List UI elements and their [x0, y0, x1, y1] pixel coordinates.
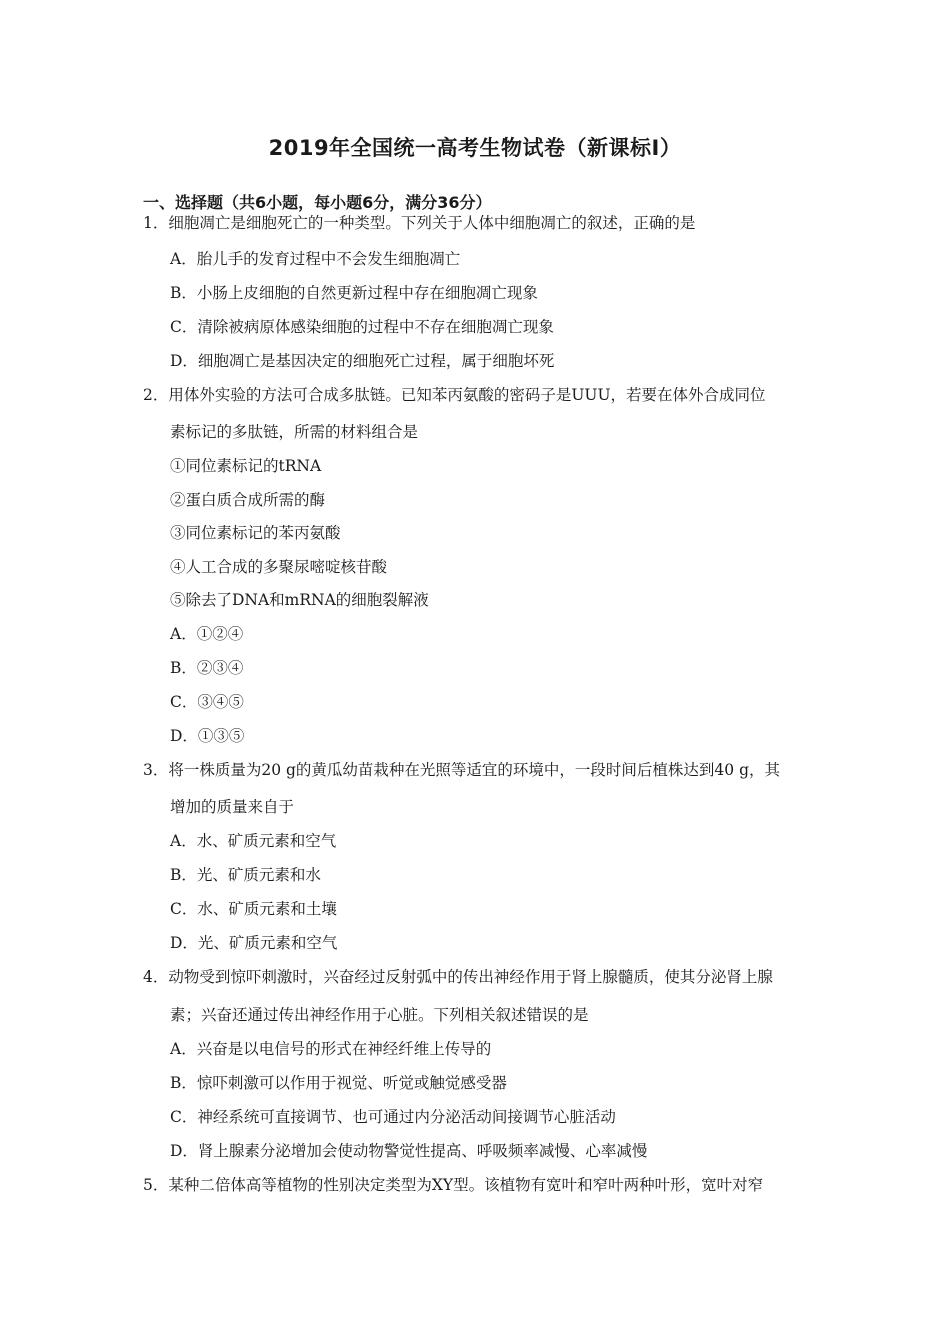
question-5-stem: 5．某种二倍体高等植物的性别决定类型为XY型。该植物有宽叶和窄叶两种叶形，宽叶对窄: [143, 1176, 764, 1194]
question-1-option-d: D．细胞凋亡是基因决定的细胞死亡过程，属于细胞坏死: [170, 352, 555, 370]
page-title: 2019年全国统一高考生物试卷（新课标Ⅰ）: [268, 136, 682, 160]
question-4-option-b: B．惊吓刺激可以作用于视觉、听觉或触觉感受器: [170, 1074, 507, 1092]
question-2-stem-cont: 素标记的多肽链，所需的材料组合是: [170, 423, 419, 441]
question-2-option-d: D．①③⑤: [170, 727, 245, 745]
question-1-option-a: A．胎儿手的发育过程中不会发生细胞凋亡: [170, 250, 461, 268]
question-4-option-a: A．兴奋是以电信号的形式在神经纤维上传导的: [170, 1040, 492, 1058]
section-heading: 一、选择题（共6小题，每小题6分，满分36分）: [143, 193, 492, 212]
question-2-option-c: C．③④⑤: [170, 693, 244, 711]
question-2-item-1: ①同位素标记的tRNA: [170, 457, 322, 475]
question-3-option-a: A．水、矿质元素和空气: [170, 832, 337, 850]
question-2-option-a: A．①②④: [170, 625, 244, 643]
question-1-stem: 1．细胞凋亡是细胞死亡的一种类型。下列关于人体中细胞凋亡的叙述，正确的是: [143, 214, 696, 232]
question-3-option-c: C．水、矿质元素和土壤: [170, 900, 337, 918]
question-2-item-2: ②蛋白质合成所需的酶: [170, 491, 326, 509]
question-2-stem: 2．用体外实验的方法可合成多肽链。已知苯丙氨酸的密码子是UUU，若要在体外合成同位: [143, 386, 766, 404]
question-2-item-3: ③同位素标记的苯丙氨酸: [170, 524, 341, 542]
question-4-option-d: D．肾上腺素分泌增加会使动物警觉性提高、呼吸频率减慢、心率减慢: [170, 1142, 648, 1160]
question-4-stem: 4．动物受到惊吓刺激时，兴奋经过反射弧中的传出神经作用于肾上腺髓质，使其分泌肾上腺: [143, 968, 773, 986]
question-1-option-b: B．小肠上皮细胞的自然更新过程中存在细胞凋亡现象: [170, 284, 538, 302]
question-2-item-5: ⑤除去了DNA和mRNA的细胞裂解液: [170, 591, 429, 609]
question-4-option-c: C．神经系统可直接调节、也可通过内分泌活动间接调节心脏活动: [170, 1108, 616, 1126]
question-3-option-d: D．光、矿质元素和空气: [170, 934, 338, 952]
question-3-stem-cont: 增加的质量来自于: [170, 798, 295, 816]
question-2-option-b: B．②③④: [170, 659, 244, 677]
question-1-option-c: C．清除被病原体感染细胞的过程中不存在细胞凋亡现象: [170, 318, 554, 336]
question-2-item-4: ④人工合成的多聚尿嘧啶核苷酸: [170, 558, 388, 576]
question-3-option-b: B．光、矿质元素和水: [170, 866, 321, 884]
question-4-stem-cont: 素；兴奋还通过传出神经作用于心脏。下列相关叙述错误的是: [170, 1006, 589, 1024]
question-3-stem: 3．将一株质量为20 g的黄瓜幼苗栽种在光照等适宜的环境中，一段时间后植株达到40 g，其: [143, 761, 781, 779]
